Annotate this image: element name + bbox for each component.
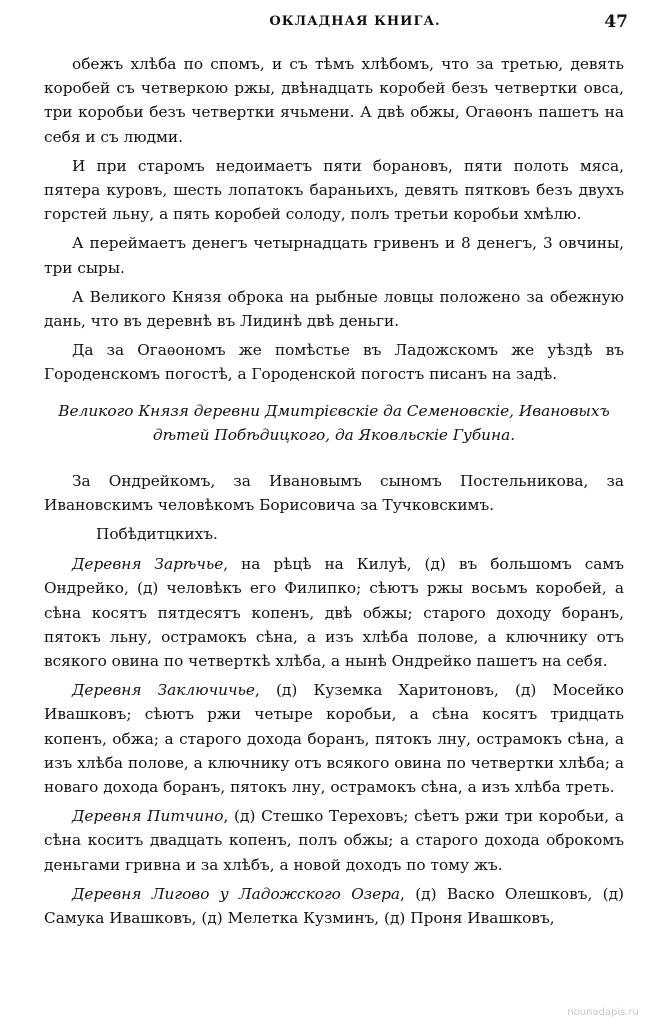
section-heading	[44, 399, 624, 447]
section-heading-line-2: дѣтей Побѣдицкого, да Яковльскіе Губина.	[152, 425, 516, 444]
village-entry	[44, 882, 624, 930]
watermark: nounadapis.ru	[567, 1007, 639, 1018]
header-title: ОКЛАДНАЯ КНИГА.	[269, 14, 441, 29]
village-text: , на рѣцѣ на Килуѣ, (д) въ большомъ самъ Ондрейко, (д) человѣкъ его Филипко; сѣютъ ржы восьмъ коробей, а сѣна косятъ пятдесятъ копенъ, двѣ обжы; старого доходу боранъ, пятокъ льну, острамокъ сѣна, а изъ хлѣба полове, а ключнику отъ всякого овина по четверткѣ хлѣба, а нынѣ Ондрейко пашетъ на себя.	[44, 555, 625, 671]
paragraph-5: Да за Огаѳономъ же помѣстье въ Ладожскомъ же уѣздѣ въ Городенскомъ погостѣ, а Городенской погостъ писанъ на задѣ.	[44, 341, 624, 384]
village-entry	[44, 552, 624, 673]
village-entry	[44, 678, 624, 799]
village-text: , (д) Куземка Харитоновъ, (д) Мосейко Ивашковъ; сѣютъ ржи четыре коробьи, а сѣна косятъ тридцать копенъ, обжа; а старого дохода боранъ, пятокъ лну, острамокъ сѣна, а изъ хлѣба полове, а ключнику отъ всякого овина по четвертки хлѣба; а новаго дохода боранъ, пятокъ лну, острамокъ сѣна, а изъ хлѣба треть.	[44, 681, 625, 797]
running-header	[60, 14, 650, 38]
village-text: , (д) Васко Олешковъ, (д) Самука Ивашковъ, (д) Мелетка Кузминъ, (д) Проня Ивашковъ,	[44, 884, 625, 928]
village-name: Деревня Питчино	[72, 807, 224, 826]
section-heading-line-1: Великого Князя деревни Дмитрієвскіе да Семеновскіе, Ивановыхъ	[58, 401, 610, 420]
subheading: Побѣдитцкихъ.	[96, 525, 218, 544]
owner-paragraph: За Ондрейкомъ, за Ивановымъ сыномъ Постельникова, за Ивановскимъ человѣкомъ Борисовича за Тучковскимъ.	[44, 471, 624, 514]
paragraph-1: обежъ хлѣба по спомъ, и съ тѣмъ хлѣбомъ, что за третью, девять коробей съ четверкою ржы, двѣнадцать коробей безъ четвертки овса, три коробьи безъ четвертки ячьмени. А двѣ обжы, Огаѳонъ пашетъ на себя и съ людми.	[44, 55, 624, 146]
paragraph-4: А Великого Князя оброка на рыбные ловцы положено за обежную дань, что въ деревнѣ въ Лидинѣ двѣ деньги.	[44, 287, 624, 331]
page-body	[44, 52, 624, 930]
village-name: Деревня Заключичье	[72, 681, 255, 700]
village-name: Деревня Зарѣчье	[72, 555, 224, 574]
page-number: 47	[604, 12, 628, 32]
paragraph-2: И при старомъ недоимаетъ пяти борановъ, пяти полоть мяса, пятера куровъ, шесть лопатокъ бараньихъ, девять пятковъ безъ двухъ горстей льну, а пять коробей солоду, полъ третьи коробьи хмѣлю.	[44, 156, 624, 224]
paragraph-3: А переймаетъ денегъ четырнадцать гривенъ и 8 денегъ, 3 овчины, три сыры.	[44, 234, 624, 277]
village-entry	[44, 804, 624, 877]
village-text: , (д) Стешко Тереховъ; сѣетъ ржи три коробьи, а сѣна коситъ двадцать копенъ, полъ обжы; а старого дохода оброкомъ деньгами гривна и за хлѣбъ, а новой доходъ по тому жъ.	[44, 807, 624, 874]
village-name: Деревня Лигово у Ладожского Озера	[72, 884, 401, 903]
